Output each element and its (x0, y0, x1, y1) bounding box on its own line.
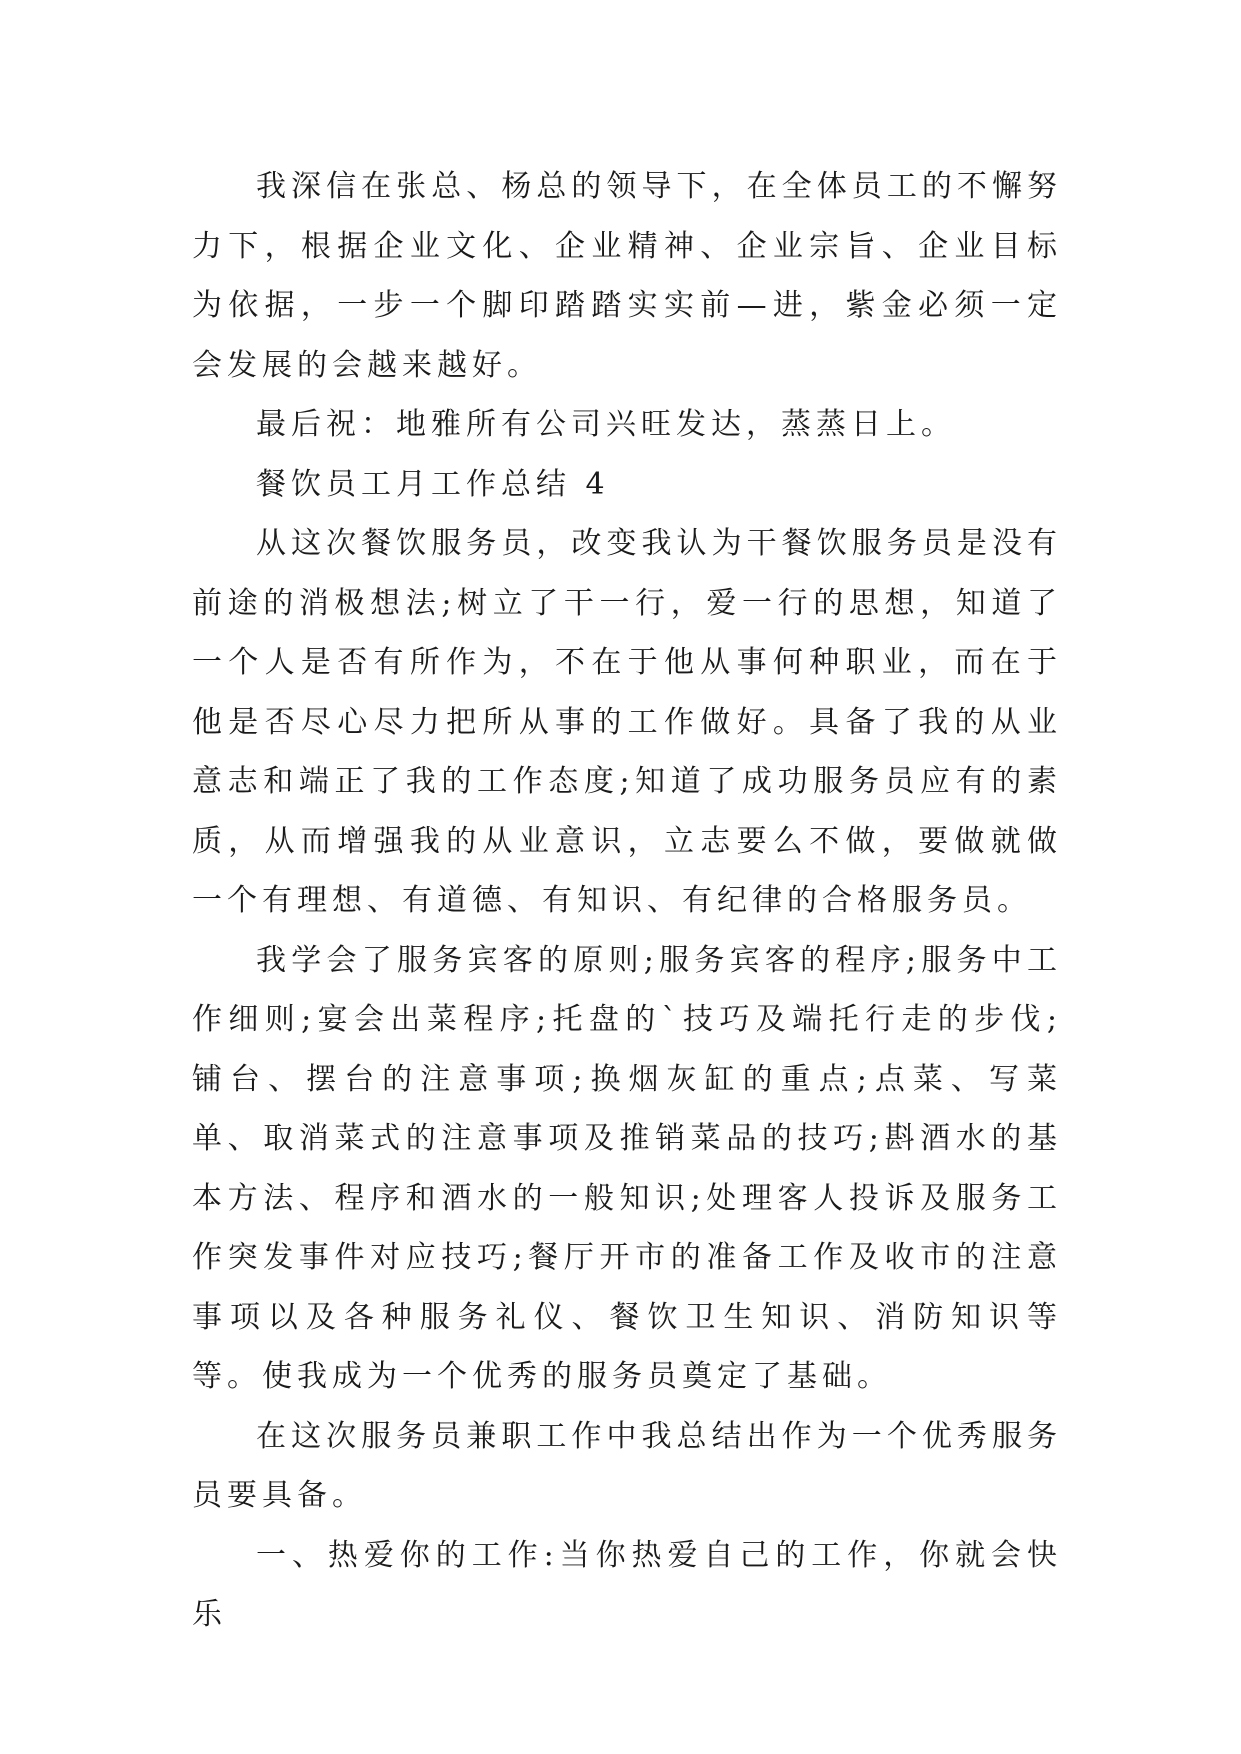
paragraph-final-wishes: 最后祝：地雅所有公司兴旺发达，蒸蒸日上。 (256, 407, 956, 442)
section-heading: 餐饮员工月工作总结 4 (256, 466, 610, 502)
paragraph-point-one: 一、热爱你的工作:当你热爱自己的工作，你就会快乐 (192, 1537, 1062, 1632)
paragraph-mindset-change: 从这次餐饮服务员，改变我认为干餐饮服务员是没有前途的消极想法;树立了干一行，爱一行的思想，知道了一个人是否有所作为，不在于他从事何种职业，而在于他是否尽心尽力把所从事的工作做好。具备了我的从业意志和端正了我的工作态度;知道了成功服务员应有的素质，从而增强我的从业意识，立志要么不做，要做就做一个有理想、有道德、有知识、有纪律的合格服务员。 (192, 526, 1062, 918)
paragraph-closing-confidence: 我深信在张总、杨总的领导下，在全体员工的不懈努力下，根据企业文化、企业精神、企业宗旨、企业目标为依据，一步一个脚印踏踏实实前—进，紫金必须一定会发展的会越来越好。 (192, 169, 1062, 383)
paragraph-skills-learned: 我学会了服务宾客的原则;服务宾客的程序;服务中工作细则;宴会出菜程序;托盘的`技巧及端托行走的步伐;铺台、摆台的注意事项;换烟灰缸的重点;点菜、写菜单、取消菜式的注意事项及推销菜品的技巧;斟酒水的基本方法、程序和酒水的一般知识;处理客人投诉及服务工作突发事件对应技巧;餐厅开市的准备工作及收市的注意事项以及各种服务礼仪、餐饮卫生知识、消防知识等等。使我成为一个优秀的服务员奠定了基础。 (192, 942, 1062, 1394)
document-body (192, 157, 1062, 1645)
paragraph-summary-intro: 在这次服务员兼职工作中我总结出作为一个优秀服务员要具备。 (192, 1418, 1062, 1513)
